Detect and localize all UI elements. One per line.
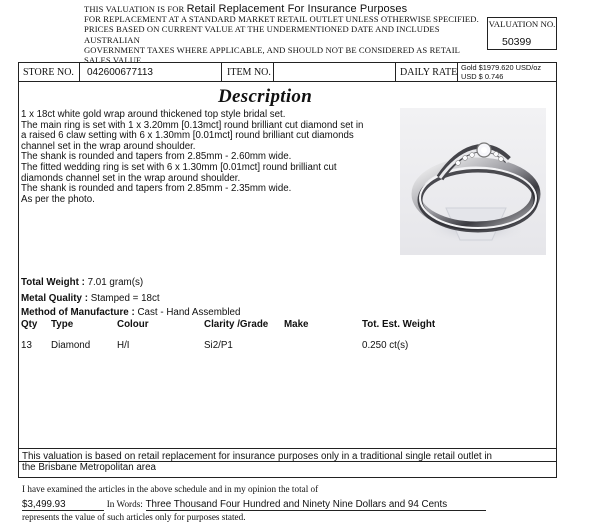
col-header-colour: Colour xyxy=(117,319,149,330)
description-line: diamonds channel set in the wrap around shoulder. xyxy=(21,172,241,184)
note-line-1: This valuation is based on retail replacement for insurance purposes only in a traditional single retail outlet in xyxy=(22,451,492,462)
valuation-number-label: VALUATION NO. xyxy=(488,19,556,29)
col-header-qty: Qty xyxy=(21,319,38,330)
description-line: 1 x 18ct white gold wrap around thickened top style bridal set. xyxy=(21,109,286,120)
item-value-cell xyxy=(274,63,396,81)
ring-illustration xyxy=(400,108,546,255)
examined-statement: I have examined the articles in the above schedule and in my opinion the total of xyxy=(22,484,319,494)
usd-rate: USD $ 0.746 xyxy=(461,72,504,81)
total-amount: $3,499.93 xyxy=(22,499,104,511)
in-words-label: In Words: xyxy=(106,499,143,509)
col-header-weight: Tot. Est. Weight xyxy=(362,319,436,330)
gold-rate: Gold $1979.620 USD/oz xyxy=(461,63,542,72)
stone-weight: 0.250 ct(s) xyxy=(362,340,409,351)
description-line: channel set in the wrap around shoulder. xyxy=(21,140,196,152)
total-weight-label: Total Weight : xyxy=(21,277,85,288)
method-of-manufacture xyxy=(21,307,240,318)
store-label: STORE NO. xyxy=(23,67,74,78)
item-label: ITEM NO. xyxy=(227,67,271,78)
stone-type: Diamond xyxy=(51,340,91,351)
stone-qty: 13 xyxy=(21,340,32,351)
header-line-2: FOR REPLACEMENT AT A STANDARD MARKET RETAIL OUTLET UNLESS OTHERWISE SPECIFIED. xyxy=(84,14,479,25)
ring-photo xyxy=(400,108,546,255)
valuation-number-box xyxy=(487,17,557,50)
description-line: As per the photo. xyxy=(21,193,95,205)
amount-in-words: Three Thousand Four Hundred and Ninety Nine Dollars and 94 Cents xyxy=(146,499,486,511)
description-title: Description xyxy=(218,86,313,107)
represents-statement: represents the value of such articles only for purposes stated. xyxy=(22,512,246,522)
total-weight xyxy=(21,277,143,288)
description-line: The fitted wedding ring is set with 6 x 1.30mm [0.01mct] round brilliant cut xyxy=(21,161,337,173)
total-weight-value: 7.01 gram(s) xyxy=(87,277,144,288)
stone-clarity: Si2/P1 xyxy=(204,340,233,351)
metal-quality xyxy=(21,293,160,304)
stone-colour: H/I xyxy=(117,340,130,351)
note-text xyxy=(22,451,552,473)
description-line: a raised 6 claw setting with 6 x 1.30mm [0.01mct] round brilliant cut diamonds xyxy=(21,130,354,142)
valuation-number: 50399 xyxy=(502,36,532,48)
metal-quality-label: Metal Quality : xyxy=(21,293,88,304)
col-header-make: Make xyxy=(284,319,309,330)
col-header-clarity: Clarity /Grade xyxy=(204,319,269,330)
description-line: The main ring is set with 1 x 3.20mm [0.13mct] round brilliant cut diamond set in xyxy=(21,119,364,131)
daily-rate-label: DAILY RATE xyxy=(400,67,458,78)
amount-row xyxy=(22,499,486,511)
method-value: Cast - Hand Assembled xyxy=(137,307,241,318)
method-label: Method of Manufacture : xyxy=(21,307,135,318)
description-text xyxy=(21,110,399,205)
valuation-header xyxy=(84,4,484,65)
header-line-3: PRICES BASED ON CURRENT VALUE AT THE UNDERMENTIONED DATE AND INCLUDES AUSTRALIAN xyxy=(84,24,440,45)
store-value: 042600677113 xyxy=(87,67,153,78)
metal-quality-value: Stamped = 18ct xyxy=(90,293,160,304)
note-line-2: the Brisbane Metropolitan area xyxy=(22,462,156,473)
header-prefix: THIS VALUATION IS FOR xyxy=(84,4,185,14)
description-line: The shank is rounded and tapers from 2.85mm - 2.60mm wide. xyxy=(21,151,292,163)
header-line-4: GOVERNMENT TAXES WHERE APPLICABLE, AND SHOULD NOT BE CONSIDERED AS RETAIL SALES VALUE. xyxy=(84,44,460,66)
header-title: Retail Replacement For Insurance Purposes xyxy=(186,3,408,15)
description-line: The shank is rounded and tapers from 2.85mm - 2.35mm wide. xyxy=(21,183,292,195)
col-header-type: Type xyxy=(51,319,74,330)
store-row xyxy=(18,62,557,82)
